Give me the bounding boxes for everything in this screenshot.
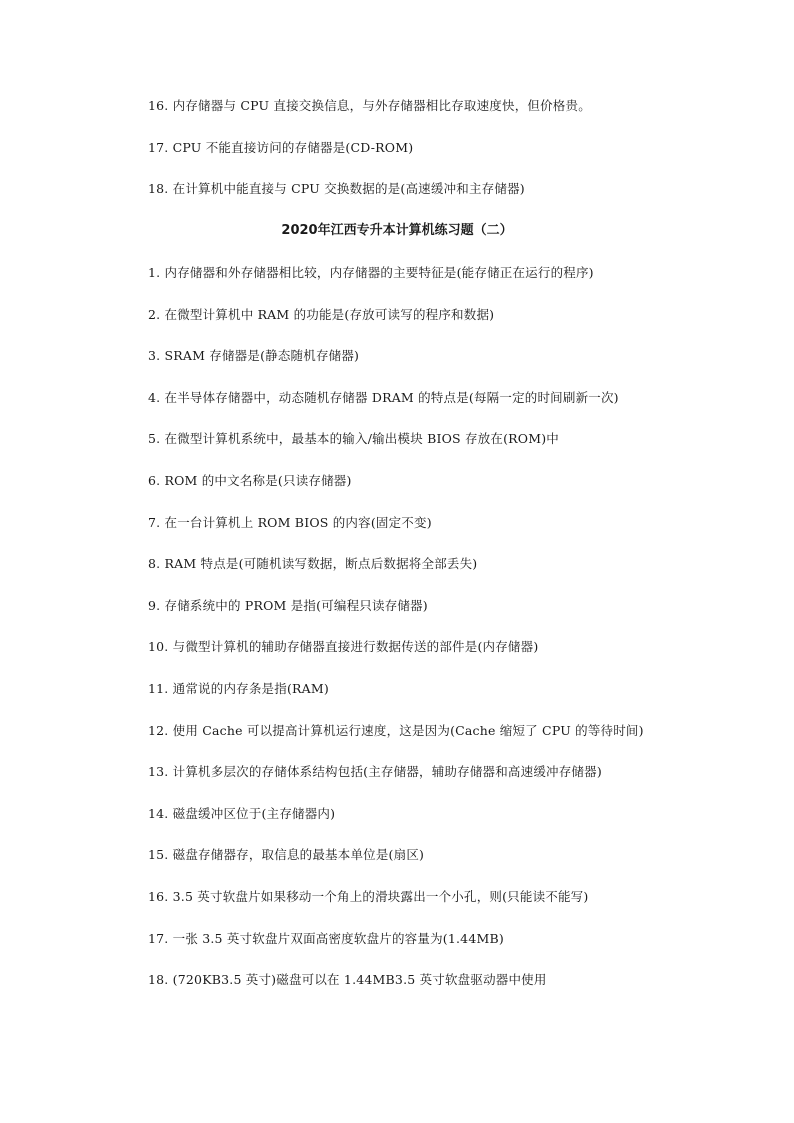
question-line: 7. 在一台计算机上 ROM BIOS 的内容(固定不变) [148, 515, 432, 530]
question-line: 18. 在计算机中能直接与 CPU 交换数据的是(高速缓冲和主存储器) [148, 181, 525, 196]
question-line: 15. 磁盘存储器存，取信息的最基本单位是(扇区) [148, 847, 425, 862]
question-line: 3. SRAM 存储器是(静态随机存储器) [148, 348, 360, 363]
question-line: 12. 使用 Cache 可以提高计算机运行速度，这是因为(Cache 缩短了 CPU 的等待时间) [148, 723, 644, 738]
question-line: 14. 磁盘缓冲区位于(主存储器内) [148, 806, 336, 821]
question-line: 4. 在半导体存储器中，动态随机存储器 DRAM 的特点是(每隔一定的时间刷新一次) [148, 390, 619, 405]
question-line: 10. 与微型计算机的辅助存储器直接进行数据传送的部件是(内存储器) [148, 639, 539, 654]
question-line: 17. CPU 不能直接访问的存储器是(CD-ROM) [148, 140, 414, 155]
question-line: 5. 在微型计算机系统中，最基本的输入/输出模块 BIOS 存放在(ROM)中 [148, 431, 560, 446]
section-heading: 2020年江西专升本计算机练习题（二） [281, 223, 513, 238]
question-line: 8. RAM 特点是(可随机读写数据，断点后数据将全部丢失) [148, 556, 478, 571]
question-line: 16. 内存储器与 CPU 直接交换信息，与外存储器相比存取速度快，但价格贵。 [148, 98, 591, 113]
question-line: 11. 通常说的内存条是指(RAM) [148, 681, 329, 696]
question-line: 6. ROM 的中文名称是(只读存储器) [148, 473, 352, 488]
question-line: 16. 3.5 英寸软盘片如果移动一个角上的滑块露出一个小孔，则(只能读不能写) [148, 889, 589, 904]
question-line: 9. 存储系统中的 PROM 是指(可编程只读存储器) [148, 598, 428, 613]
question-line: 17. 一张 3.5 英寸软盘片双面高密度软盘片的容量为(1.44MB) [148, 931, 504, 946]
question-line: 18. (720KB3.5 英寸)磁盘可以在 1.44MB3.5 英寸软盘驱动器中使用 [148, 972, 547, 987]
question-line: 1. 内存储器和外存储器相比较，内存储器的主要特征是(能存储正在运行的程序) [148, 265, 594, 280]
question-line: 13. 计算机多层次的存储体系结构包括(主存储器，辅助存储器和高速缓冲存储器) [148, 764, 602, 779]
question-line: 2. 在微型计算机中 RAM 的功能是(存放可读写的程序和数据) [148, 307, 495, 322]
